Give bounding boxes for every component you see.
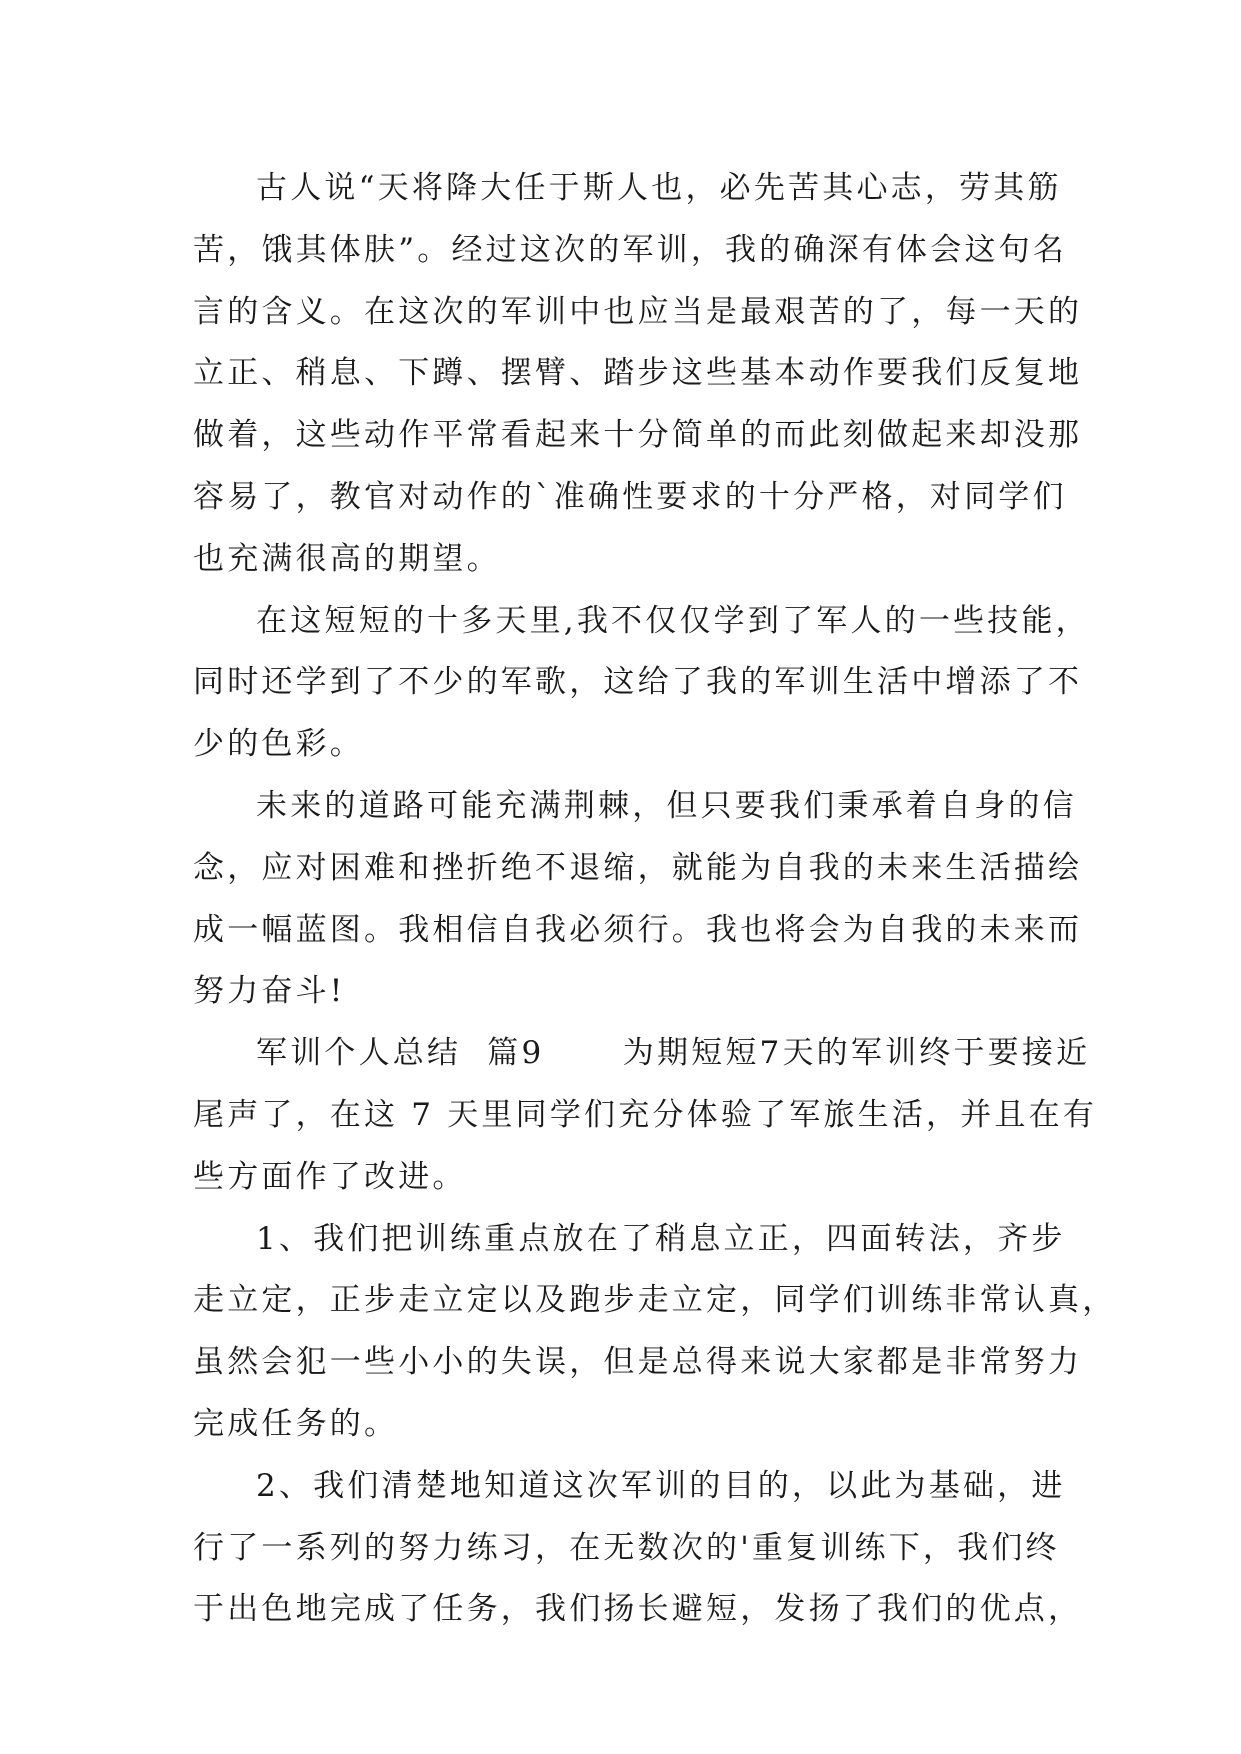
text-line: 同时还学到了不少的军歌，这给了我的军训生活中增添了不 (193, 664, 1083, 701)
text-line: 在这短短的十多天里,我不仅仅学到了军人的一些技能， (256, 602, 1090, 639)
text-line: 言的含义。在这次的军训中也应当是最艰苦的了，每一天的 (193, 293, 1083, 330)
paragraph (193, 1023, 1098, 1208)
text-line: 未来的道路可能充满荆棘，但只要我们秉承着自身的信 (256, 787, 1077, 824)
section-heading-line: 军训个人总结 篇9 为期短短7天的军训终于要接近 (256, 1035, 1091, 1072)
paragraph (193, 776, 1083, 1023)
text-line: 1、我们把训练重点放在了稍息立正，四面转法，齐步 (256, 1220, 1066, 1257)
text-line: 容易了，教官对动作的`准确性要求的十分严格，对同学们 (193, 478, 1067, 515)
paragraph (193, 1456, 1083, 1641)
text-line: 走立定，正步走立定以及跑步走立定，同学们训练非常认真， (193, 1282, 1117, 1319)
text-line: 尾声了，在这 7 天里同学们充分体验了军旅生活，并且在有 (193, 1096, 1098, 1133)
text-line: 立正、稍息、下蹲、摆臂、踏步这些基本动作要我们反复地 (193, 355, 1083, 392)
text-line: 些方面作了改进。 (193, 1158, 467, 1195)
text-line: 也充满很高的期望。 (193, 540, 501, 577)
text-line: 虽然会犯一些小小的失误，但是总得来说大家都是非常努力 (193, 1344, 1083, 1381)
text-line: 成一幅蓝图。我相信自我必须行。我也将会为自我的未来而 (193, 911, 1083, 948)
paragraph (193, 158, 1083, 591)
text-line: 于出色地完成了任务，我们扬长避短，发扬了我们的优点， (193, 1591, 1083, 1628)
paragraph (193, 1209, 1117, 1456)
text-line: 行了一系列的努力练习，在无数次的'重复训练下，我们终 (193, 1529, 1060, 1566)
paragraph (193, 591, 1090, 776)
text-line: 古人说“天将降大任于斯人也，必先苦其心志，劳其筋 (256, 170, 1062, 206)
text-line: 做着，这些动作平常看起来十分简单的而此刻做起来却没那 (193, 417, 1083, 454)
document-body (193, 158, 1117, 1641)
text-line: 苦，饿其体肤”。经过这次的军训，我的确深有体会这句名 (193, 231, 1068, 268)
text-line: 念，应对困难和挫折绝不退缩，就能为自我的未来生活描绘 (193, 849, 1083, 886)
text-line: 2、我们清楚地知道这次军训的目的，以此为基础，进 (256, 1467, 1066, 1504)
text-line: 努力奋斗! (193, 973, 346, 1010)
text-line: 完成任务的。 (193, 1405, 399, 1442)
text-line: 少的色彩。 (193, 726, 364, 763)
